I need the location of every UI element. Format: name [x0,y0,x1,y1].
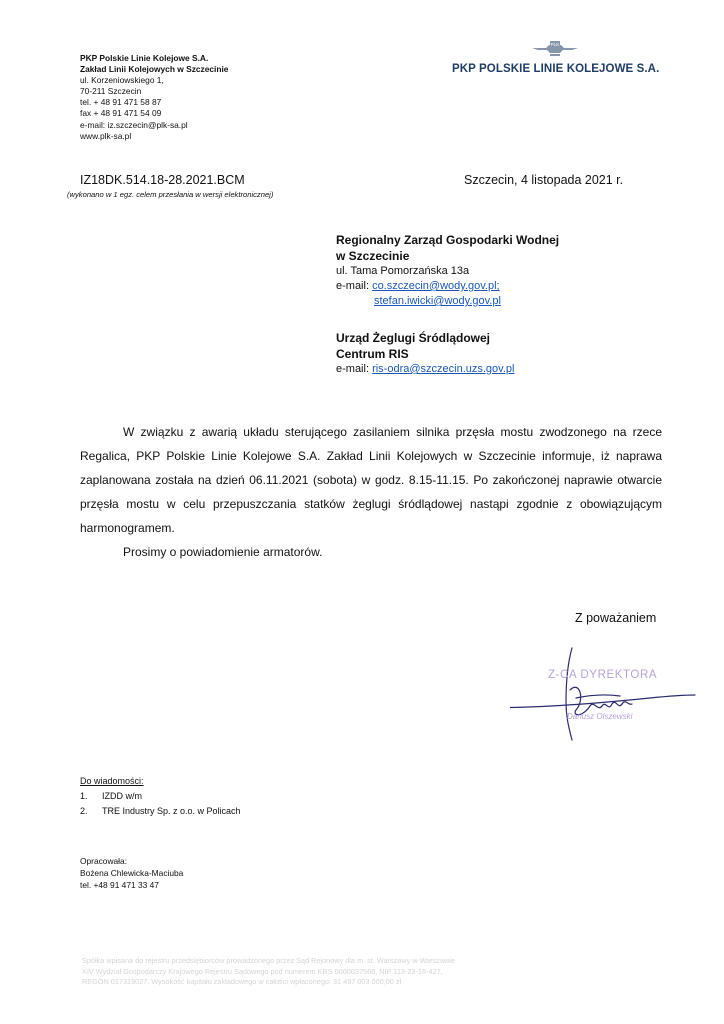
sender-phone: tel. + 48 91 471 58 87 [80,97,162,108]
sender-address-block [80,53,228,142]
recipient-name-line1: Urząd Żeglugi Śródlądowej [336,331,491,345]
distribution-list [80,774,241,819]
sender-email: e-mail: iz.szczecin@plk-sa.pl [80,119,188,130]
sender-street: ul. Korzeniowskiego 1, [80,75,164,86]
sender-website: www.plk-sa.pl [80,130,132,141]
footer-line: Spółka wpisana do rejestru przedsiębiorców prowadzonego przez Sąd Rejonowy dla m. st. Warszawy w Warszawie [82,956,455,965]
footer-line: REGON 017319027. Wysokość kapitału zakładowego w całości wpłaconego: 31 497 003 000,00 zł [82,977,402,986]
handwritten-signature [510,640,710,750]
sender-fax: fax + 48 91 471 54 09 [80,108,162,119]
list-item: 1. IZDD w/m [80,791,142,801]
prepared-by [80,855,183,891]
closing-salutation: Z poważaniem [575,611,657,625]
prepared-label: Opracowała: [80,856,128,866]
sender-city: 70-211 Szczecin [80,86,142,97]
distribution-heading: Do wiadomości: [80,776,144,786]
reference-number: IZ18DK.514.18-28.2021.BCM [80,173,245,187]
sender-unit: Zakład Linii Kolejowych w Szczecinie [80,64,229,75]
body-paragraph-1: W związku z awarią układu sterującego zasilaniem silnika przęsła mostu zwodzonego na rzece Regalica, PKP Polskie Linie Kolejowe S.A. Zakład Linii Kolejowych w Szczecinie informuje, iż naprawa zaplanowana została na dzień 06.11.2021 (sobota) w godz. 8.15-11.15. Po zakończonej naprawie otwarcie przęsła mostu w celu przepuszczania statków żeglugi śródlądowej nastąpi zgodnie z obowiązującym harmonogramem. [80,425,662,535]
email-label: e-mail: [336,363,373,375]
emblem-text: PLK [550,42,559,48]
recipient-name-line1: Regionalny Zarząd Gospodarki Wodnej [336,233,560,247]
letter-body [80,420,662,540]
email-label: e-mail: [336,280,373,292]
body-paragraph-2: Prosimy o powiadomienie armatorów. [123,545,323,559]
footer-line: XIV Wydział Gospodarczy Krajowego Rejestru Sądowego pod numerem KRS 0000037568, NIP 113-23-16-427, [82,966,443,976]
recipient-uzs [336,330,514,377]
stamp-name: Dariusz Olszewski [567,712,633,721]
logo-company-name: PKP POLSKIE LINIE KOLEJOWE S.A. [452,63,660,75]
recipient-rzgw [336,232,559,309]
recipient-name-line2: w Szczecinie [336,249,410,263]
email-link-stefan-iwicki[interactable]: stefan.iwicki@wody.gov.pl [374,295,501,307]
email-link-ris-odra[interactable]: ris-odra@szczecin.uzs.gov.pl [372,363,515,375]
legal-footer [82,956,642,988]
company-logo [452,39,660,75]
recipient-name-line2: Centrum RIS [336,347,409,361]
plk-emblem-icon [532,39,578,59]
list-item: 2. TRE Industry Sp. z o.o. w Policach [80,806,241,816]
stamp-title: Z-CA DYREKTORA [548,669,658,681]
sender-company: PKP Polskie Linie Kolejowe S.A. [80,53,209,63]
reference-note: (wykonano w 1 egz. celem przesłania w wersji elektronicznej) [67,190,274,199]
email-link-co-szczecin[interactable]: co.szczecin@wody.gov.pl; [372,280,500,292]
prepared-name: Bożena Chlewicka-Maciuba [80,868,184,878]
letter-date: Szczecin, 4 listopada 2021 r. [464,173,624,187]
prepared-phone: tel. +48 91 471 33 47 [80,880,159,890]
recipient-address: ul. Tama Pomorzańska 13a [336,265,470,277]
